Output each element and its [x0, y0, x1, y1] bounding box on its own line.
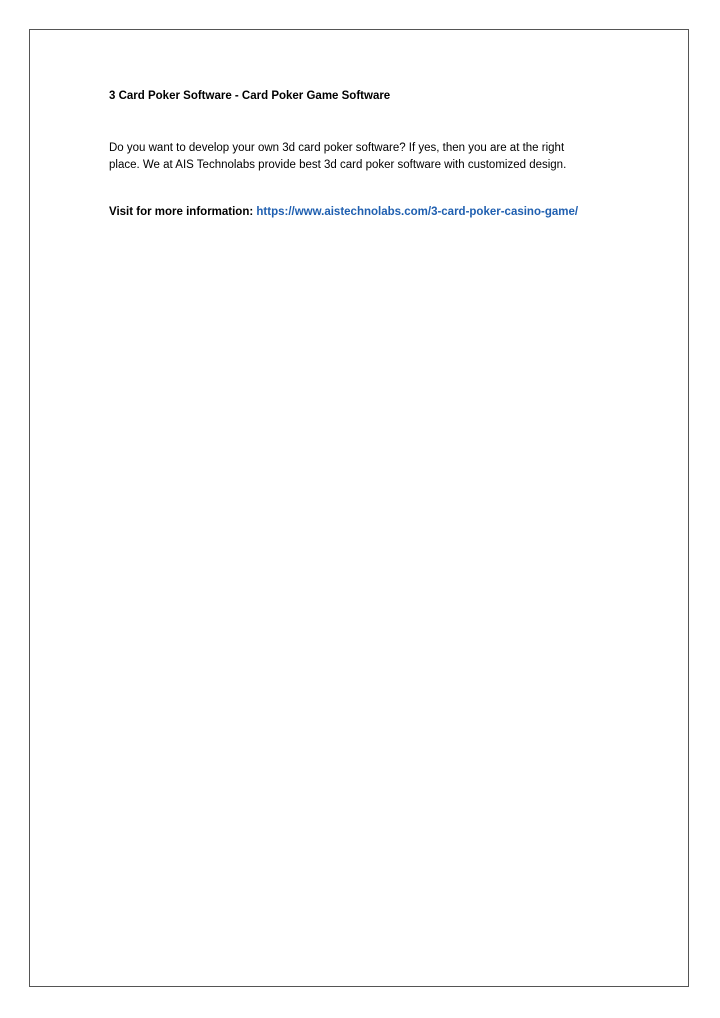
- document-title: 3 Card Poker Software - Card Poker Game Software: [109, 90, 391, 102]
- visit-line: [109, 204, 629, 220]
- visit-label: Visit for more information:: [109, 206, 254, 218]
- paragraph-line-2: place. We at AIS Technolabs provide best 3d card poker software with customized design.: [109, 159, 567, 171]
- website-link[interactable]: https://www.aistechnolabs.com/3-card-poker-casino-game/: [256, 206, 579, 218]
- page-content: [109, 88, 629, 220]
- paragraph-line-1: Do you want to develop your own 3d card poker software? If yes, then you are at the right: [109, 142, 565, 154]
- intro-paragraph: [109, 140, 629, 174]
- document-page: [29, 29, 689, 987]
